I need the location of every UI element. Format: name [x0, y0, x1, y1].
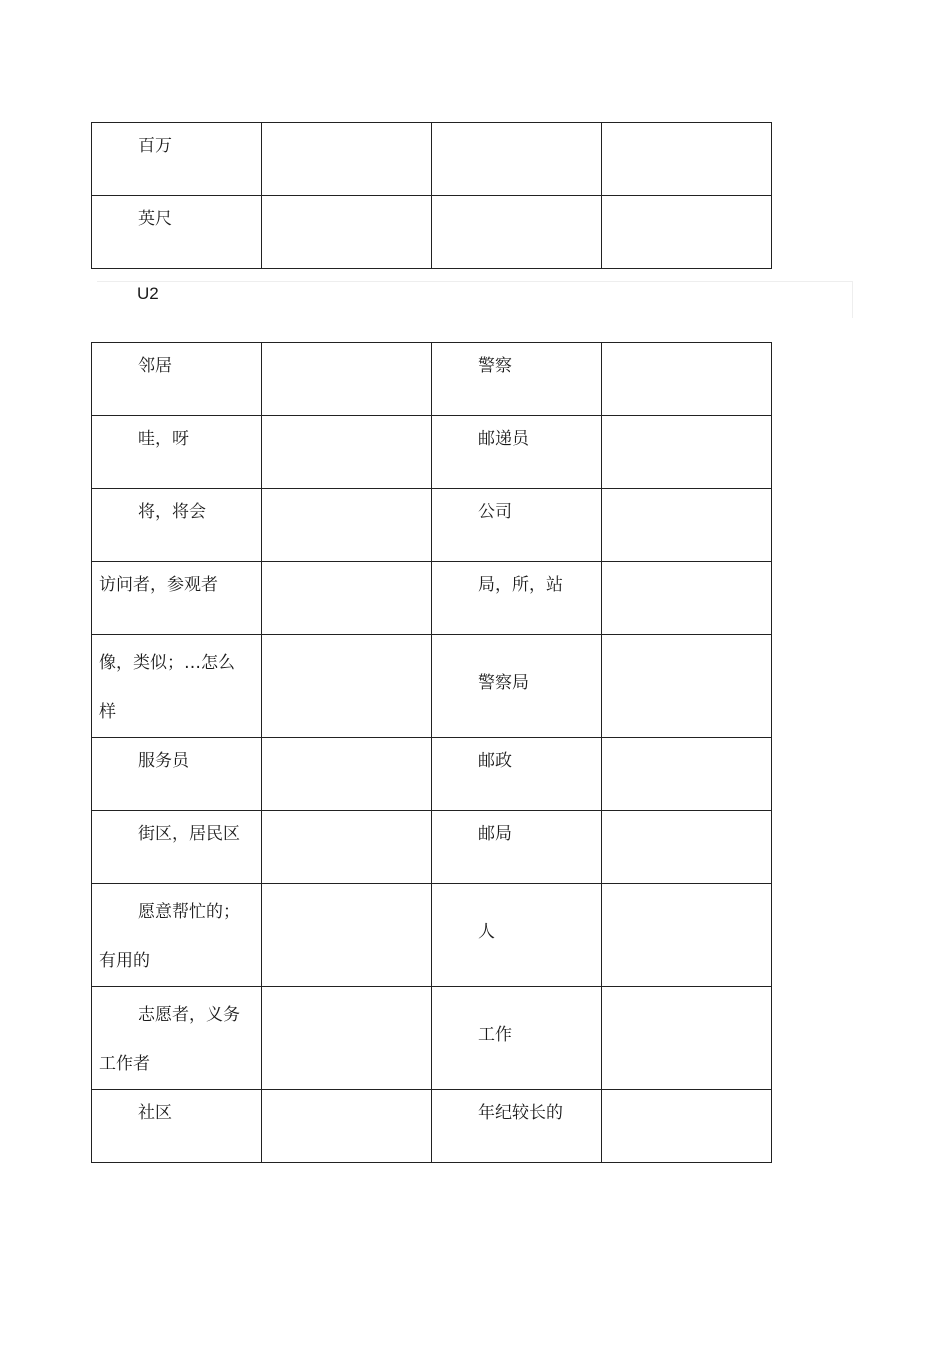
term-text: [92, 884, 261, 986]
answer-cell[interactable]: [602, 987, 772, 1090]
term-text-line: 志愿者，义务: [138, 1005, 240, 1025]
answer-cell[interactable]: [432, 123, 602, 196]
term-text: 邮递员: [478, 429, 529, 449]
term-text: 警察: [478, 356, 512, 376]
term-cell: [432, 416, 602, 489]
answer-cell[interactable]: [262, 635, 432, 738]
unit-heading: U2: [137, 284, 159, 303]
term-text: 警察局: [478, 673, 529, 693]
term-text: 邻居: [138, 356, 172, 376]
term-cell: [92, 489, 262, 562]
answer-cell[interactable]: [262, 987, 432, 1090]
answer-cell[interactable]: [262, 562, 432, 635]
term-text: 工作: [478, 1025, 512, 1045]
term-text: 公司: [478, 502, 512, 522]
answer-cell[interactable]: [602, 196, 772, 269]
answer-cell[interactable]: [432, 196, 602, 269]
term-text: 邮局: [478, 824, 512, 844]
term-text: 社区: [138, 1103, 172, 1123]
term-cell: [432, 738, 602, 811]
answer-cell[interactable]: [262, 1090, 432, 1163]
term-cell: [92, 196, 262, 269]
term-cell: [432, 343, 602, 416]
table-row: [92, 562, 772, 635]
answer-cell[interactable]: [602, 811, 772, 884]
answer-cell[interactable]: [262, 343, 432, 416]
term-text: 将，将会: [138, 502, 206, 522]
term-cell: [92, 123, 262, 196]
term-text: 邮政: [478, 751, 512, 771]
term-text: [92, 987, 261, 1089]
term-text-line: 有用的: [99, 951, 150, 971]
table-row: [92, 635, 772, 738]
table-row: [92, 489, 772, 562]
answer-cell[interactable]: [602, 489, 772, 562]
term-cell: [92, 1090, 262, 1163]
answer-cell[interactable]: [602, 1090, 772, 1163]
vocab-table-1: [91, 122, 772, 269]
term-cell: [432, 811, 602, 884]
answer-cell[interactable]: [602, 343, 772, 416]
term-cell: [432, 987, 602, 1090]
term-text: 百万: [138, 136, 172, 156]
term-text-line: 愿意帮忙的；: [138, 902, 240, 922]
table-row: [92, 987, 772, 1090]
term-text: 英尺: [138, 209, 172, 229]
answer-cell[interactable]: [262, 196, 432, 269]
term-cell: [92, 738, 262, 811]
answer-cell[interactable]: [262, 123, 432, 196]
answer-cell[interactable]: [602, 562, 772, 635]
term-cell: [92, 811, 262, 884]
answer-cell[interactable]: [602, 416, 772, 489]
answer-cell[interactable]: [602, 884, 772, 987]
term-cell: [432, 884, 602, 987]
term-cell: [432, 1090, 602, 1163]
unit-heading-frame: [97, 281, 853, 318]
term-text: 街区，居民区: [138, 824, 240, 844]
answer-cell[interactable]: [602, 123, 772, 196]
term-text: [92, 635, 261, 737]
table-row: [92, 738, 772, 811]
term-cell: [432, 562, 602, 635]
vocab-table-2: [91, 342, 772, 1163]
table-row: [92, 343, 772, 416]
answer-cell[interactable]: [262, 738, 432, 811]
answer-cell[interactable]: [602, 738, 772, 811]
term-cell: [92, 884, 262, 987]
term-text: 年纪较长的: [478, 1103, 563, 1123]
table-row: [92, 416, 772, 489]
answer-cell[interactable]: [602, 635, 772, 738]
term-text-line: 样: [99, 702, 116, 722]
term-text-line: 像，类似；…怎么: [99, 653, 235, 673]
term-cell: [92, 987, 262, 1090]
table-row: [92, 884, 772, 987]
table-row: [92, 123, 772, 196]
term-text-line: 工作者: [99, 1054, 150, 1074]
term-cell: [432, 635, 602, 738]
table-row: [92, 196, 772, 269]
table-row: [92, 1090, 772, 1163]
term-text: 人: [478, 922, 495, 942]
term-text: 局，所，站: [478, 575, 563, 595]
answer-cell[interactable]: [262, 489, 432, 562]
term-text: 哇，呀: [138, 429, 189, 449]
term-text: 服务员: [138, 751, 189, 771]
term-cell: [92, 416, 262, 489]
answer-cell[interactable]: [262, 416, 432, 489]
term-cell: [92, 343, 262, 416]
term-cell: [432, 489, 602, 562]
answer-cell[interactable]: [262, 884, 432, 987]
term-text: 访问者，参观者: [99, 575, 218, 595]
answer-cell[interactable]: [262, 811, 432, 884]
term-cell: [92, 635, 262, 738]
term-cell: [92, 562, 262, 635]
table-row: [92, 811, 772, 884]
